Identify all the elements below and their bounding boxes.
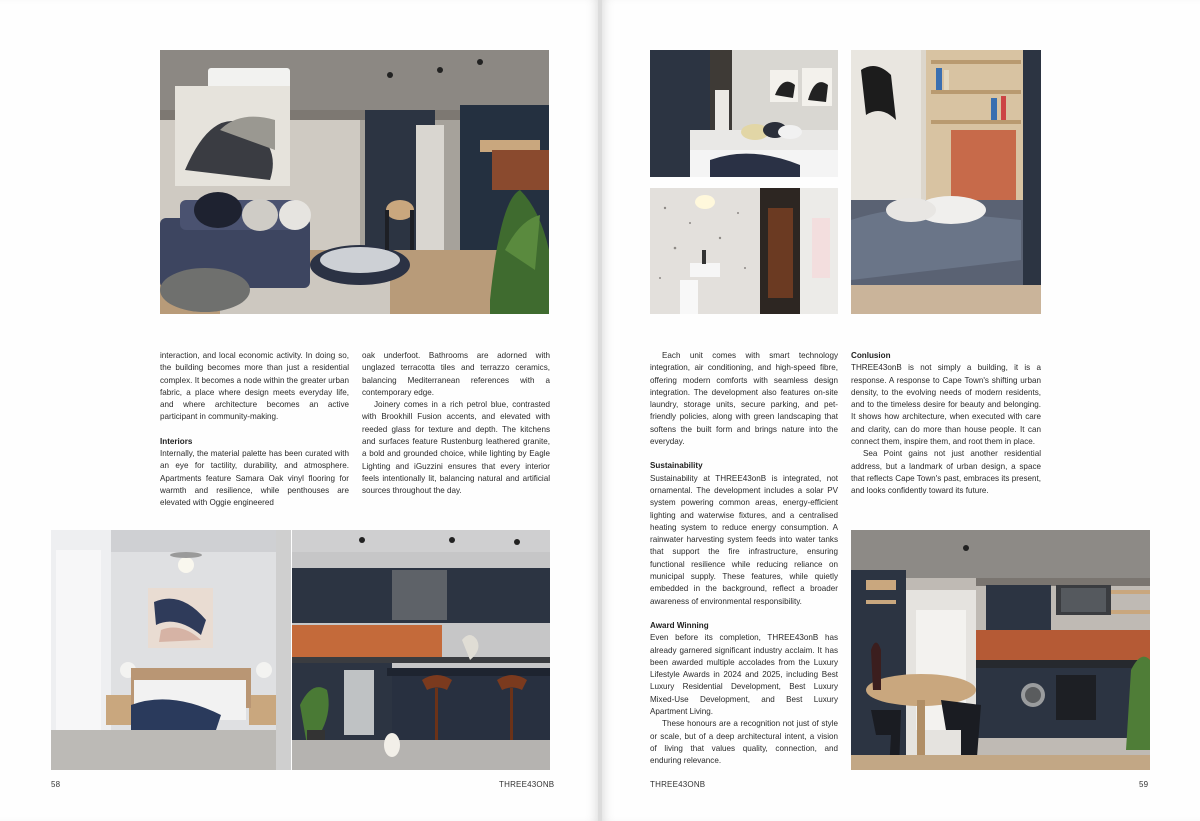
left-page [0,0,598,821]
living-room-photo [160,50,549,314]
right-page [602,0,1200,821]
bedroom-shelves-photo [851,50,1041,314]
running-title-right: THREE43ONB [650,780,706,789]
section-heading-award-winning: Award Winning [650,620,709,630]
left-text-column-2 [362,350,550,498]
paragraph: Sea Point gains not just another residential address, but a landmark of urban design, a space that reflects Cape Town's past, embraces its present, and looks confidently toward its future. [851,449,1041,496]
section-heading-sustainability: Sustainability [650,461,703,471]
bedroom-render-photo [51,530,291,770]
paragraph: oak underfoot. Bathrooms are adorned with unglazed terracotta tiles and terrazzo ceramics, balancing Mediterranean references with a contemporary edge. [362,351,550,397]
paragraph: These honours are a recognition not just of style or scale, but of a deep architectural intent, a vision of living that values quality, connection, and enduring relevance. [650,719,838,766]
left-text-column-1 [160,350,349,510]
paragraph: Sustainability at THREE43onB is integrated, not ornamental. The development includes a solar PV system powering common areas, energy-efficient lighting and waterwise fixtures, and a centralised heating system to reduce energy consumption. A rainwater harvesting system feeds into water tanks that support the fire infrastructure, ensuring functional resilience while reducing reliance on municipal supply. These features, while quietly embedded in the background, reflect a broader awareness of environmental responsibility. [650,473,838,606]
paragraph: Joinery comes in a rich petrol blue, contrasted with Brookhill Fusion accents, and elevated with reeded glass for texture and depth. The kitchens and surfaces feature Rustenburg leathered granite, a bold and grounded choice, while lighting by Eagle Lighting and iGuzzini ensures that every interior feels intentionally lit, balancing natural and artificial sources throughout the day. [362,400,550,496]
paragraph: interaction, and local economic activity. In doing so, the building becomes more than just a residential complex. It becomes a node within the greater urban fabric, a place where design meets everyday life, and where architecture becomes an active participant in community-making. [160,351,349,422]
paragraph: THREE43onB is not simply a building, it is a response. A response to Cape Town's shifting urban density, to the evolving needs of modern residents, and to the timeless desire for beauty and belonging. It shows how architecture, when executed with care and clarity, can do more than house people. It can connect them, inspire them, and root them in place. [851,363,1041,447]
section-heading-conclusion: Conlusion [851,351,891,360]
running-title-left: THREE43ONB [499,780,555,789]
kitchen-dining-photo [851,530,1150,770]
paragraph: Even before its completion, THREE43onB has already garnered significant industry acclaim. It has been awarded multiple accolades from the Luxury Lifestyle Awards in 2024 and 2025, including Best Luxury Residential Development, Best Luxury Mixed-Use Development, and Best Luxury Apartment Living. [650,633,838,717]
page-number-left: 58 [51,780,61,789]
bedroom-photo [650,50,838,177]
right-text-column-1 [650,350,838,768]
paragraph: Internally, the material palette has been curated with an eye for tactility, durability, and atmosphere. Apartments feature Samara Oak vinyl flooring for warmth and resilience, while penthouses are elevated with Oggie engineered [160,449,349,508]
section-heading-interiors: Interiors [160,436,193,446]
paragraph: Each unit comes with smart technology integration, air conditioning, and high-speed fibre, offering modern comforts with seamless design integration. The development also features on-site laundry, storage units, secure parking, and pet-friendly policies, along with green landscaping that softens the built form and brings nature into the everyday. [650,351,838,447]
right-text-column-2 [851,350,1041,498]
bathroom-photo [650,188,838,314]
page-number-right: 59 [1139,780,1149,789]
kitchen-render-photo [292,530,550,770]
